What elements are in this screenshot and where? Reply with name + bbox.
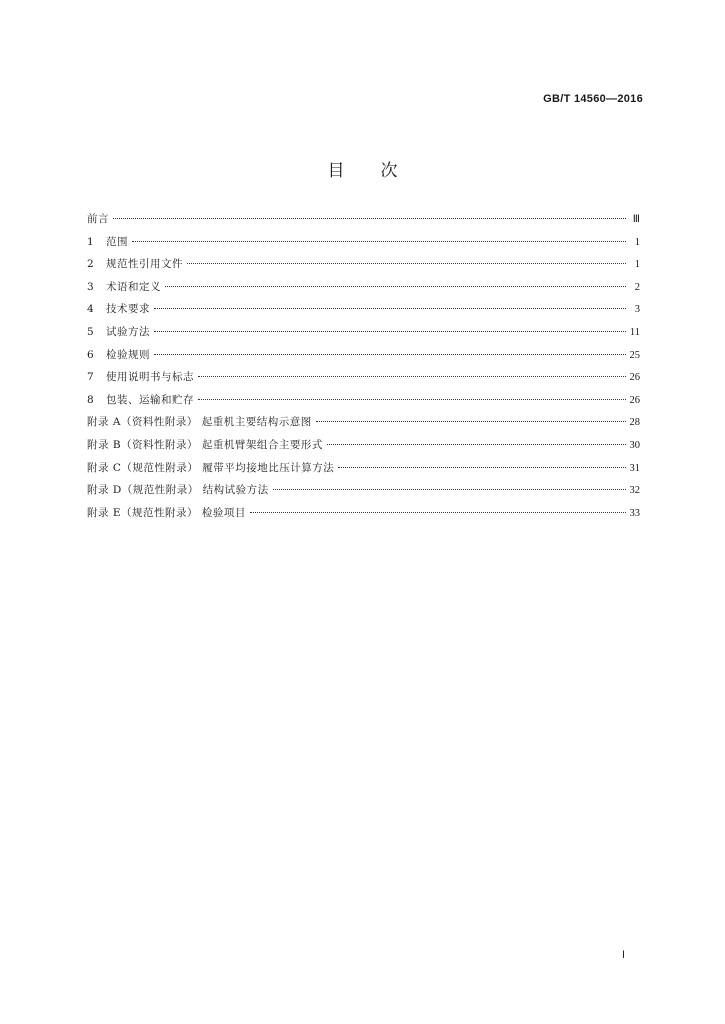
toc-entry-8[interactable] xyxy=(87,393,640,416)
toc-entry-page: 26 xyxy=(629,394,640,406)
toc-entry-2[interactable] xyxy=(87,257,640,280)
toc-entry-page: Ⅲ xyxy=(632,214,640,225)
toc-entry-appendix-d[interactable] xyxy=(87,483,640,506)
toc-entry-label: 范围 xyxy=(106,235,128,248)
toc-entry-3[interactable] xyxy=(87,280,640,303)
toc-entry-label: 术语和定义 xyxy=(106,280,161,293)
toc-entry-label: 附录 B（资料性附录） 起重机臂架组合主要形式 xyxy=(87,438,323,451)
toc-dot-leader xyxy=(154,308,626,309)
toc-dot-leader xyxy=(165,286,626,287)
toc-entry-appendix-c[interactable] xyxy=(87,461,640,484)
toc-dot-leader xyxy=(198,399,626,400)
toc-entry-appendix-a[interactable] xyxy=(87,415,640,438)
toc-dot-leader xyxy=(198,376,626,377)
toc-entry-appendix-b[interactable] xyxy=(87,438,640,461)
toc-dot-leader xyxy=(273,489,626,490)
toc-dot-leader xyxy=(113,218,626,219)
toc-entry-page: 30 xyxy=(629,439,640,451)
standard-number: GB/T 14560—2016 xyxy=(543,93,643,105)
toc-entry-number: 5 xyxy=(87,325,94,338)
toc-entry-number: 1 xyxy=(87,235,94,248)
toc-entry-foreword[interactable] xyxy=(87,212,640,235)
toc-entry-number: 3 xyxy=(87,280,94,293)
toc-entry-7[interactable] xyxy=(87,370,640,393)
toc-entry-label: 试验方法 xyxy=(106,325,150,338)
toc-entry-label: 附录 A（资料性附录） 起重机主要结构示意图 xyxy=(87,416,312,429)
toc-entry-number: 8 xyxy=(87,393,94,406)
toc-entry-page: 31 xyxy=(629,462,640,474)
toc-dot-leader xyxy=(338,467,625,468)
toc-entry-6[interactable] xyxy=(87,348,640,371)
toc-dot-leader xyxy=(187,263,626,264)
toc-entry-label: 使用说明书与标志 xyxy=(106,371,194,384)
toc-dot-leader xyxy=(327,444,626,445)
toc-dot-leader xyxy=(154,354,626,355)
toc-entry-page: 11 xyxy=(629,326,640,338)
toc-entry-label: 附录 E（规范性附录） 检验项目 xyxy=(87,506,246,519)
toc-dot-leader xyxy=(132,241,626,242)
toc-entry-number: 6 xyxy=(87,348,94,361)
toc-dot-leader xyxy=(154,331,626,332)
toc-entry-page: 33 xyxy=(629,507,640,519)
toc-entry-label: 检验规则 xyxy=(106,348,150,361)
toc-entry-number: 4 xyxy=(87,303,94,316)
toc-entry-number: 2 xyxy=(87,258,94,271)
toc-entry-4[interactable] xyxy=(87,302,640,325)
toc-entry-page: 1 xyxy=(634,259,640,271)
toc-entry-page: 25 xyxy=(629,349,640,361)
toc-entry-label: 前言 xyxy=(87,213,109,225)
toc-entry-label: 规范性引用文件 xyxy=(106,258,183,271)
toc-entry-page: 2 xyxy=(634,281,640,293)
toc-entry-page: 1 xyxy=(634,236,640,248)
toc-entry-page: 26 xyxy=(629,372,640,384)
toc-entry-label: 包装、运输和贮存 xyxy=(106,393,194,406)
toc-entry-label: 附录 D（规范性附录） 结构试验方法 xyxy=(87,484,269,497)
toc-entry-label: 附录 C（规范性附录） 履带平均接地比压计算方法 xyxy=(87,461,335,474)
toc-entry-page: 3 xyxy=(634,304,640,316)
toc-entry-label: 技术要求 xyxy=(106,303,150,316)
toc-entry-page: 32 xyxy=(629,485,640,497)
toc-entry-number: 7 xyxy=(87,371,94,384)
toc-dot-leader xyxy=(250,512,626,513)
table-of-contents xyxy=(87,212,640,528)
toc-entry-appendix-e[interactable] xyxy=(87,506,640,529)
toc-entry-page: 28 xyxy=(629,417,640,429)
toc-entry-5[interactable] xyxy=(87,325,640,348)
page-title: 目次 xyxy=(327,161,434,181)
toc-entry-1[interactable] xyxy=(87,235,640,258)
toc-dot-leader xyxy=(316,421,626,422)
page-number: Ⅰ xyxy=(622,950,625,961)
